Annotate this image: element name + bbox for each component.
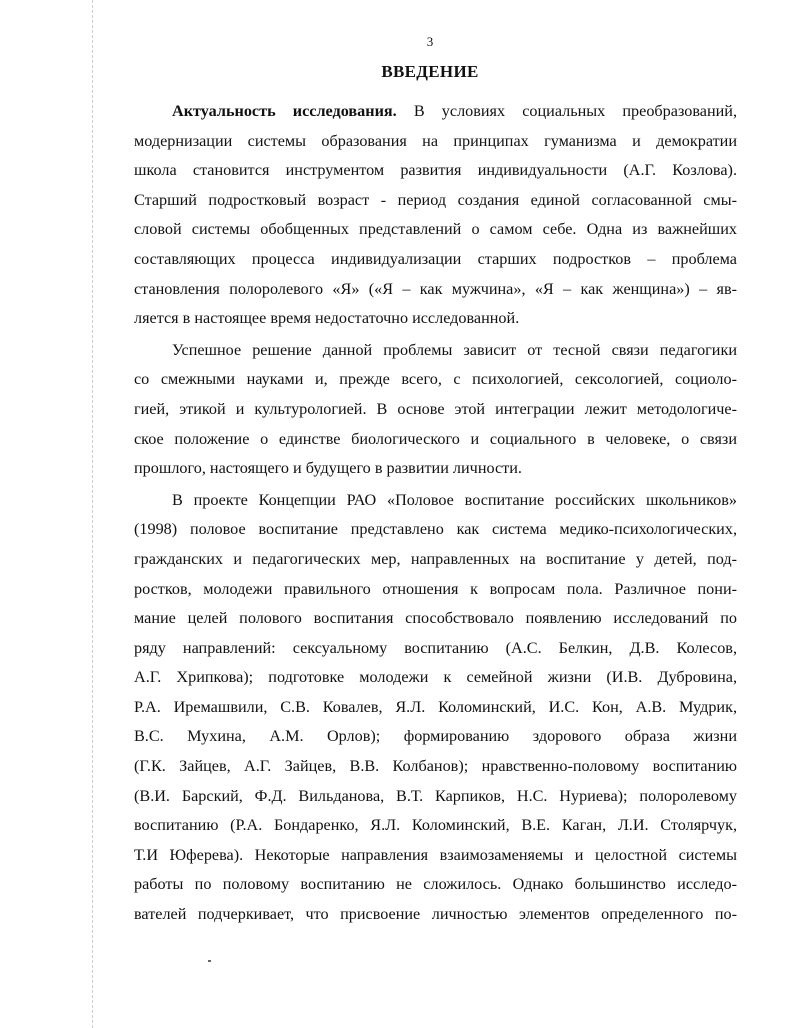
text-line: В.С. Мухина, А.М. Орлов); формированию здорового образа жизни [134,727,737,746]
text-line: мание целей полового воспитания способствовало появлению исследований по [134,609,737,628]
text-line: Т.И Юферева). Некоторые направления взаимозаменяемы и целостной системы [134,845,737,864]
text-line: работы по половому воспитанию не сложилось. Однако большинство исследо- [134,875,737,894]
text-line: ряду направлений: сексуальному воспитанию (А.С. Белкин, Д.В. Колесов, [134,638,737,657]
text-line: (1998) половое воспитание представлено как система медико-психологических, [134,520,737,539]
scan-margin-line [92,0,93,1028]
text-line: гражданских и педагогических мер, направленных на воспитание у детей, под- [134,549,737,568]
text-line: ляется в настоящее время недостаточно исследованной. [134,309,520,328]
text-line: гией, этикой и культурологией. В основе этой интеграции лежит методологиче- [134,399,737,418]
paragraph-relevance [134,97,737,334]
text-line: ское положение о единстве биологического и социального в человеке, о связи [134,429,737,448]
text-line: Р.А. Иремашвили, С.В. Ковалев, Я.Л. Коломинский, И.С. Кон, А.В. Мудрик, [134,697,737,716]
text-line: школа становится инструментом развития индивидуальности (А.Г. Козлова). [134,161,737,180]
text-line: Старший подростковый возраст - период создания единой согласованной смы- [134,190,737,209]
text-line: ростков, молодежи правильного отношения к вопросам пола. Различное пони- [134,579,737,598]
text-line: А.Г. Хрипкова); подготовке молодежи к семейной жизни (И.В. Дубровина, [134,668,737,687]
lead-phrase: Актуальность исследования. [172,102,397,120]
text-line: Успешное решение данной проблемы зависит от тесной связи педагогики [172,340,737,359]
scan-speck [208,960,211,962]
text-line: становления полоролевого «Я» («Я – как мужчина», «Я – как женщина») – яв- [134,279,737,298]
document-body [134,97,737,932]
page-number: 3 [426,34,434,49]
text-line: словой системы обобщенных представлений о самом себе. Одна из важнейших [134,220,737,239]
text-line: со смежными науками и, прежде всего, с психологией, сексологией, социоло- [134,370,737,389]
text-line: модернизации системы образования на принципах гуманизма и демократии [134,131,737,150]
text-line: вателей подчеркивает, что присвоение личностью элементов определенного по- [134,905,737,924]
text-line: В проекте Концепции РАО «Половое воспитание российских школьников» [172,490,737,509]
paragraph-solution [134,336,737,484]
text-line: Актуальность исследования. В условиях социальных преобразований, [172,102,737,120]
text-line: воспитанию (Р.А. Бондаренко, Я.Л. Коломинский, В.Е. Каган, Л.И. Столярчук, [134,816,737,835]
text-line: (Г.К. Зайцев, А.Г. Зайцев, В.В. Колбанов); нравственно-половому воспитанию [134,757,737,776]
paragraph-concept [134,486,737,930]
text-line: прошлого, настоящего и будущего в развитии личности. [134,459,522,478]
text-line: (В.И. Барский, Ф.Д. Вильданова, В.Т. Карпиков, Н.С. Нуриева); полоролевому [134,786,737,805]
page-title: ВВЕДЕНИЕ [381,62,479,81]
text-line: составляющих процесса индивидуализации старших подростков – проблема [134,249,737,268]
